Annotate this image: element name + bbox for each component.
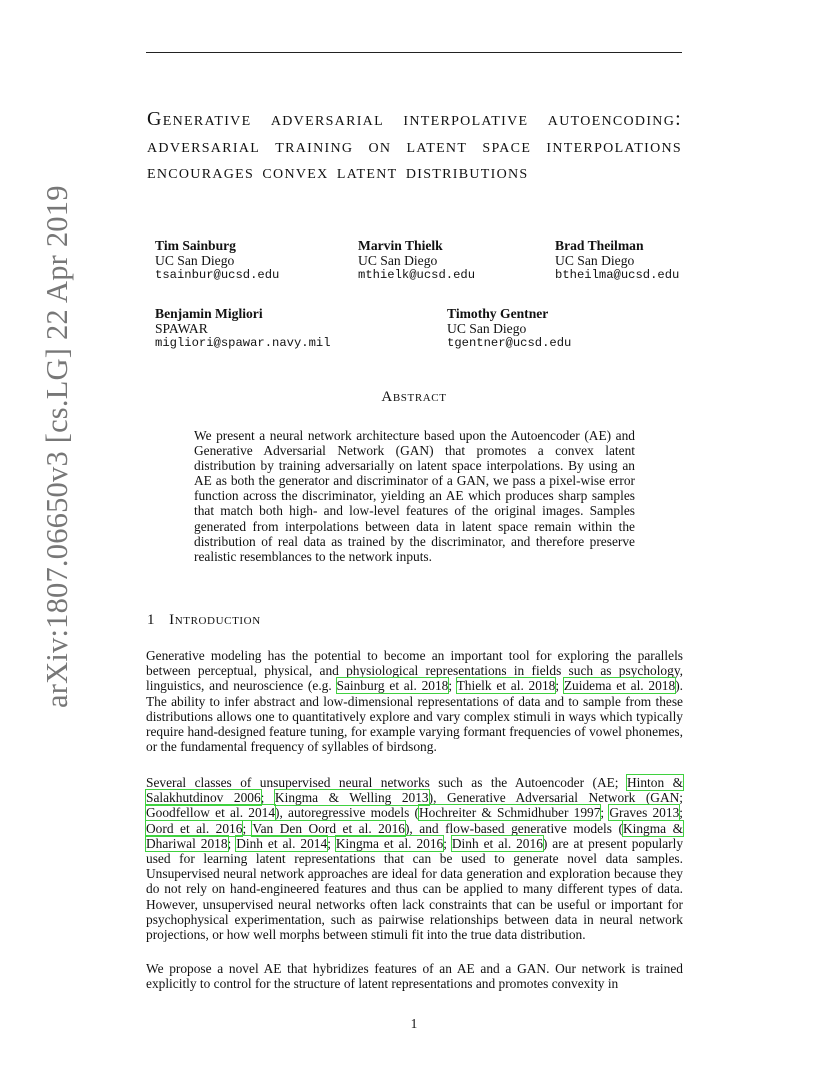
citation-link[interactable]: Oord et al. 2016 — [146, 820, 243, 836]
intro-paragraph-1 — [146, 648, 683, 754]
citation-link[interactable]: Thielk et al. 2018 — [456, 678, 556, 694]
author-email[interactable]: tgentner@ucsd.edu — [447, 336, 572, 350]
citation-link[interactable]: Sainburg et al. 2018 — [336, 678, 449, 694]
author-name: Marvin Thielk — [358, 238, 443, 253]
author-name: Tim Sainburg — [155, 238, 236, 253]
paper-title: Generative adversarial interpolative autoencoding: adversarial training on latent space interpolations encourages convex latent distributions — [147, 108, 682, 183]
separator: ; — [242, 820, 253, 836]
separator: ; — [555, 678, 564, 694]
author-affiliation: UC San Diego — [155, 253, 235, 268]
citation-link[interactable]: Goodfellow et al. 2014 — [146, 805, 276, 821]
separator: ; — [443, 835, 452, 851]
citation-link[interactable]: Zuidema et al. 2018 — [563, 678, 676, 694]
separator: ; — [327, 835, 336, 851]
author-affiliation: UC San Diego — [358, 253, 438, 268]
author-block — [155, 238, 279, 283]
citation-link[interactable]: Graves 2013 — [609, 805, 680, 821]
author-name: Benjamin Migliori — [155, 306, 263, 321]
citation-link[interactable]: Hinton & Salakhutdinov 2006 — [146, 775, 683, 806]
arxiv-identifier: arXiv:1807.06650v3 [cs.LG] 22 Apr 2019 — [40, 185, 74, 708]
author-block — [447, 306, 571, 351]
paragraph-text: ), and flow-based generative models ( — [404, 820, 623, 836]
paragraph-text: Several classes of unsupervised neural networks such as the Autoencoder (AE; — [146, 775, 627, 790]
header-rule — [146, 52, 682, 53]
citation-link[interactable]: Dinh et al. 2014 — [236, 835, 328, 851]
author-block — [555, 238, 679, 283]
separator: ; — [600, 805, 610, 821]
separator: ; — [448, 678, 457, 694]
paragraph-text: Generative modeling has the potential to become an important tool for exploring the parallels between perceptual, physical, and physiological representations in fields such as psychology, linguistics, and neuroscience (e.g. — [146, 648, 683, 694]
section-heading — [147, 612, 261, 629]
author-block — [358, 238, 475, 283]
author-block — [155, 306, 331, 351]
citation-link[interactable]: Dinh et al. 2016 — [451, 835, 543, 851]
author-email[interactable]: tsainbur@ucsd.edu — [155, 268, 280, 282]
author-email[interactable]: migliori@spawar.navy.mil — [155, 336, 331, 350]
intro-paragraph-2 — [146, 775, 683, 942]
author-name: Brad Theilman — [555, 238, 644, 253]
separator: ; — [260, 790, 275, 806]
paragraph-text: ), autoregressive models ( — [275, 805, 419, 821]
page-number: 1 — [410, 1016, 418, 1031]
paragraph-text: ) are at present popularly used for learning latent representations that can be used to generate novel data samples. Unsupervised neural network approaches are ideal for data generation and exploration because they do not rely on hand-engineered features and thus can be applied to many different types of data. However, unsupervised neural networks often lack constraints that can be useful or important for psychophysical experimentation, such as pairwise relationships between data in neural network projections, or how well morphs between stimuli fit into the true data distribution. — [146, 835, 684, 943]
abstract-text: We present a neural network architecture based upon the Autoencoder (AE) and Generative Adversarial Network (GAN) that promotes a convex latent distribution by training adversarially on latent space interpolations. By using an AE as both the generator and discriminator of a GAN, we pass a pixel-wise error function across the discriminator, yielding an AE which produces sharp samples that match both high- and low-level features of the original images. Samples generated from interpolations between data in latent space remain within the distribution of real data as trained by the discriminator, and therefore preserve realistic resemblances to the network inputs. — [194, 428, 635, 564]
citation-link[interactable]: Kingma et al. 2016 — [335, 835, 444, 851]
author-affiliation: SPAWAR — [155, 321, 208, 336]
citation-link[interactable]: Kingma & Welling 2013 — [274, 790, 429, 806]
author-affiliation: UC San Diego — [447, 321, 527, 336]
section-number: 1 — [147, 612, 156, 628]
author-affiliation: UC San Diego — [555, 253, 635, 268]
paragraph-text: ), Generative Adversarial Network (GAN; — [428, 790, 684, 806]
author-name: Timothy Gentner — [447, 306, 549, 321]
citation-link[interactable]: Hochreiter & Schmidhuber 1997 — [418, 805, 601, 821]
abstract-heading: Abstract — [381, 389, 447, 405]
citation-link[interactable]: Van Den Oord et al. 2016 — [252, 820, 405, 836]
intro-paragraph-3: We propose a novel AE that hybridizes features of an AE and a GAN. Our network is trained explicitly to control for the structure of latent representations and promotes convexity in — [146, 961, 683, 992]
author-email[interactable]: btheilma@ucsd.edu — [555, 268, 680, 282]
separator: ; — [227, 835, 237, 851]
section-title: Introduction — [169, 612, 261, 628]
separator: ; — [679, 805, 684, 821]
author-email[interactable]: mthielk@ucsd.edu — [358, 268, 476, 282]
paragraph-text: ). The ability to infer abstract and low-dimensional representations of data and to sample from these distributions allows one to quantitatively explore and vary complex stimuli in ways which typically require hand-designed feature tuning, for example varying formant frequencies of vowel phonemes, or the fundamental frequency of syllables of birdsong. — [146, 678, 684, 755]
citation-link[interactable]: Kingma & Dhariwal 2018 — [146, 820, 683, 851]
